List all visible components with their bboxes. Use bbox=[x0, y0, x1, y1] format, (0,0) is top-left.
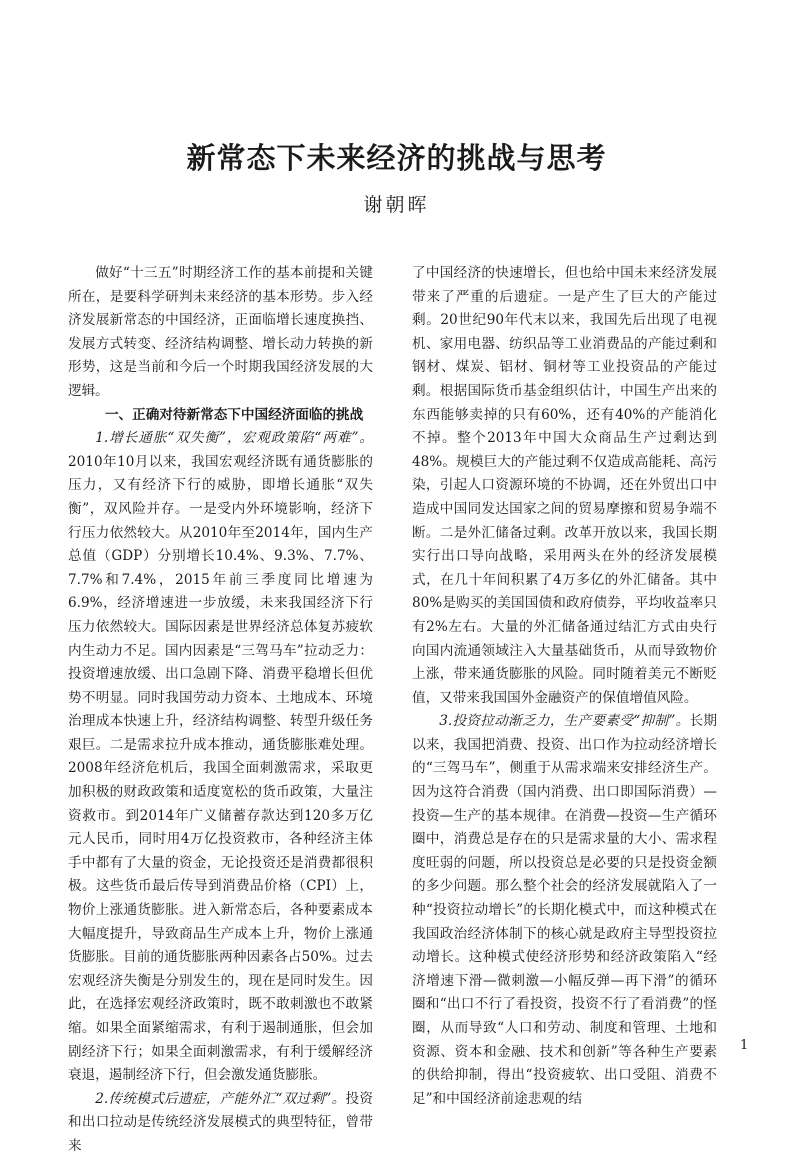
paragraph-2 bbox=[68, 1088, 373, 1159]
paragraph-2-body: 投资和出口拉动是传统经济发展模式的典型特征，曾带来 bbox=[68, 1090, 373, 1154]
paragraph-1 bbox=[68, 427, 373, 1088]
right-column bbox=[412, 262, 717, 1111]
paragraph-1-body: 2010年10月以来，我国宏观经济既有通货膨胀的压力，又有经济下行的威胁，即增长通胀“双失衡”，双风险并存。一是受内外环境影响，经济下行压力依然较大。从2010年至2014年，国内生产总值（GDP）分别增长10.4%、9.3%、7.7%、7.7%和7.4%，2015年前三季度同比增速为6.9%，经济增速进一步放缓，未来我国经济下行压力依然较大。国际因素是世界经济总体复苏疲软内生动力不足。国内因素是“三驾马车”拉动乏力：投资增速放缓、出口急剧下降、消费平稳增长但优势不明显。同时我国劳动力资本、土地成本、环境治理成本快速上升，经济结构调整、转型升级任务艰巨。二是需求拉升成本推动，通货膨胀难处理。2008年经济危机后，我国全面刺激需求，采取更加积极的财政政策和适度宽松的货币政策，大量注资救市。到2014年广义储蓄存款达到120多万亿元人民币，同时用4万亿投资救市，各种经济主体手中都有了大量的资金，无论投资还是消费都很积极。这些货币最后传导到消费品价格（CPI）上，物价上涨通货膨胀。进入新常态后，各种要素成本大幅度提升，导致商品生产成本上升，物价上涨通货膨胀。目前的通货膨胀两种因素各占50%。过去宏观经济失衡是分别发生的，现在是同时发生。因此，在选择宏观经济政策时，既不敢刺激也不敢紧缩。如果全面紧缩需求，有利于遏制通胀，但会加剧经济下行；如果全面刺激需求，有利于缓解经济衰退，遏制经济下行，但会激发通货膨胀。 bbox=[68, 453, 373, 1084]
paragraph-2-lead: 2.传统模式后遗症，产能外汇“双过剩”。 bbox=[95, 1090, 346, 1107]
intro-paragraph: 做好“十三五”时期经济工作的基本前提和关键所在，是要科学研判未来经济的基本形势。步入经济发展新常态的中国经济，正面临增长速度换挡、发展方式转变、经济结构调整、增长动力转换的新形势，这是当前和今后一个时期我国经济发展的大逻辑。 bbox=[68, 265, 373, 399]
article-author: 谢朝晖 bbox=[363, 194, 430, 216]
section-heading: 一、正确对待新常态下中国经济面临的挑战 bbox=[104, 406, 364, 423]
paragraph-3-body: 长期以来，我国把消费、投资、出口作为拉动经济增长的“三驾马车”，侧重于从需求端来安排经济生产。因为这符合消费（国内消费、出口即国际消费）—投资—生产的基本规律。在消费—投资—生产循环圈中，消费总是存在的只是需求量的大小、需求程度旺弱的问题，所以投资总是必要的只是投资金额的多少问题。那么整个社会的经济发展就陷入了一种“投资拉动增长”的长期化模式中，而这种模式在我国政治经济体制下的核心就是政府主导型投资拉动增长。这种模式使经济形势和经济政策陷入“经济增速下滑—微刺激—小幅反弹—再下滑”的循环圈和“出口不行了看投资，投资不行了看消费”的怪圈，从而导致“人口和劳动、制度和管理、土地和资源、资本和金融、技术和创新”等各种生产要素的供给抑制，得出“投资疲软、出口受阻、消费不足”和中国经济前途悲观的结 bbox=[412, 713, 717, 1107]
paragraph-1-lead: 1.增长通胀“双失衡”，宏观政策陷“两难”。 bbox=[95, 430, 373, 447]
paragraph-3-lead: 3.投资拉动渐乏力，生产要素受“抑制”。 bbox=[439, 713, 690, 730]
page-number: 1 bbox=[740, 1038, 749, 1053]
left-column bbox=[68, 262, 373, 1159]
paragraph-3 bbox=[412, 710, 717, 1111]
paragraph-2-continued: 了中国经济的快速增长，但也给中国未来经济发展带来了严重的后遗症。一是产生了巨大的产能过剩。20世纪90年代末以来，我国先后出现了电视机、家用电器、纺织品等工业消费品的产能过剩和钢材、煤炭、铝材、铜材等工业投资品的产能过剩。根据国际货币基金组织估计，中国生产出来的东西能够卖掉的只有60%，还有40%的产能消化不掉。整个2013年中国大众商品生产过剩达到48%。规模巨大的产能过剩不仅造成高能耗、高污染，引起人口资源环境的不协调，还在外贸出口中造成中国同发达国家之间的贸易摩擦和贸易争端不断。二是外汇储备过剩。改革开放以来，我国长期实行出口导向战略，采用两头在外的经济发展模式，在几十年间积累了4万多亿的外汇储备。其中80%是购买的美国国债和政府债券，平均收益率只有2%左右。大量的外汇储备通过结汇方式由央行向国内流通领域注入大量基础货币，从而导致物价上涨，带来通货膨胀的风险。同时随着美元不断贬值，又带来我国国外金融资产的保值增值风险。 bbox=[412, 265, 717, 706]
article-title: 新常态下未来经济的挑战与思考 bbox=[186, 141, 607, 175]
